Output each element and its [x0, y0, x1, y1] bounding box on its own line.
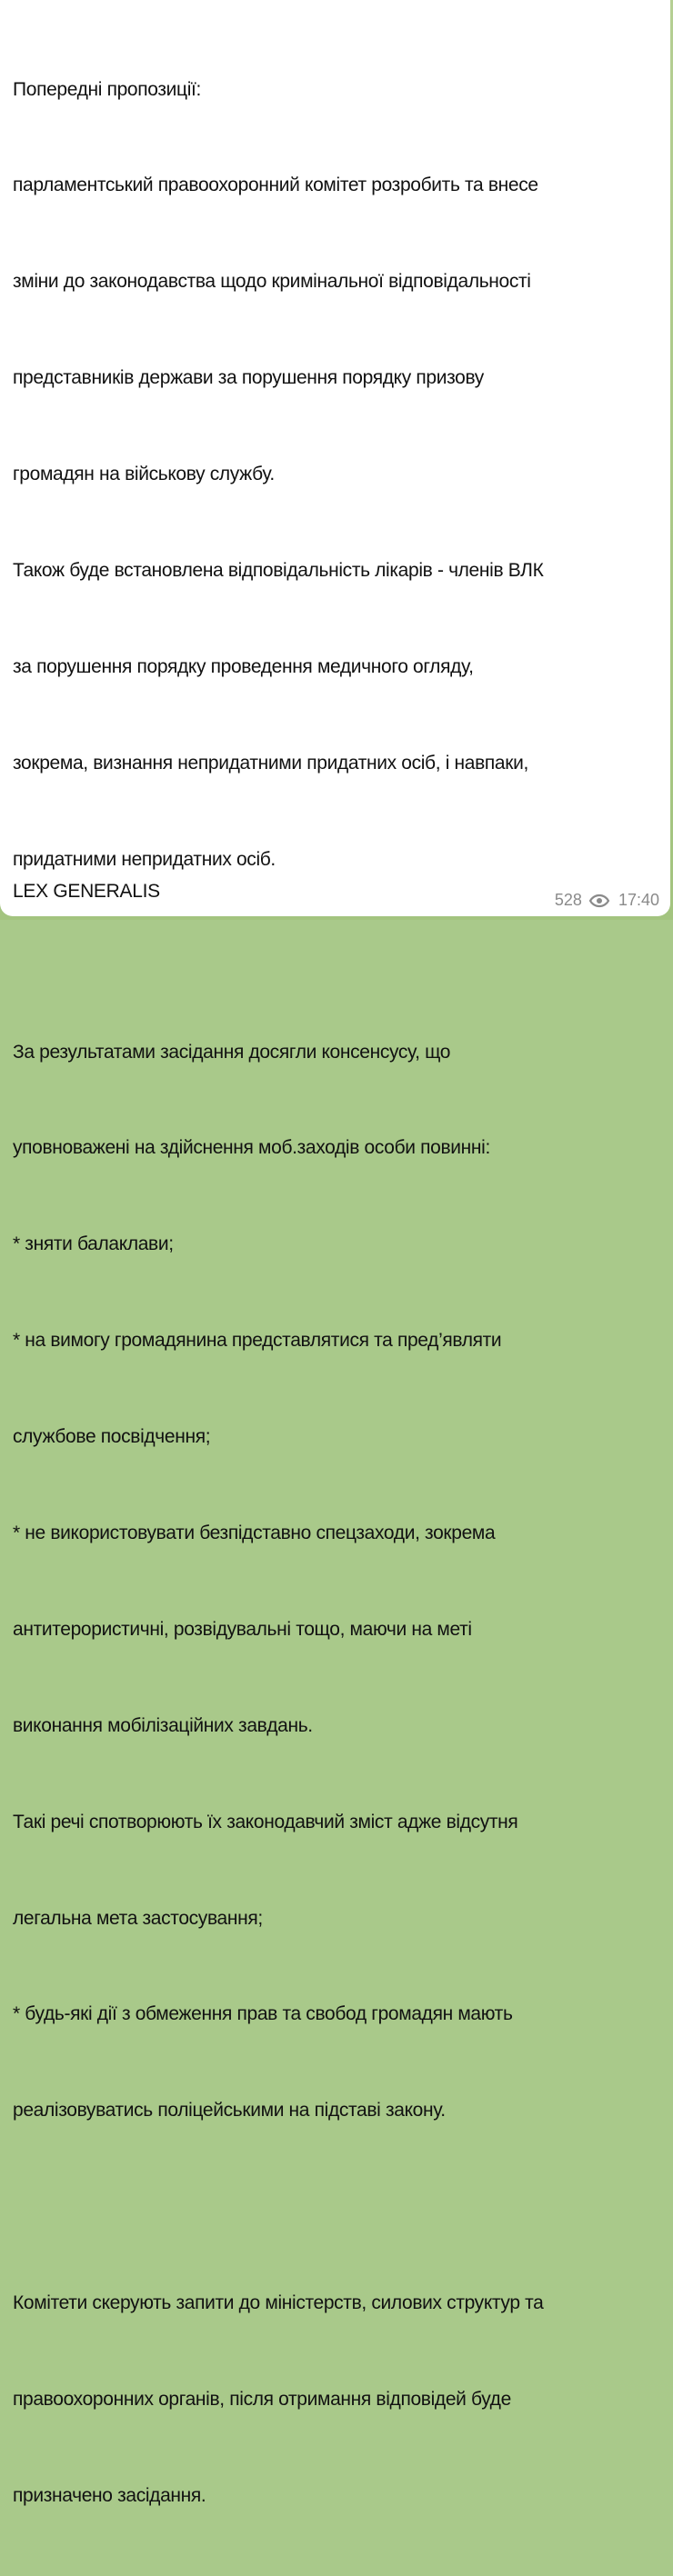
message-line: уповноважені на здійснення моб.заходів особи повинні:	[13, 1137, 490, 1159]
message-line: * зняти балаклави;	[13, 1233, 174, 1255]
message-line: громадян на військову службу.	[13, 464, 275, 485]
message-line: представників держави за порушення порядку призову	[13, 367, 484, 389]
message-line: Попередні пропозиції:	[13, 78, 201, 100]
message-line: парламентський правоохоронний комітет розробить та внесе	[13, 175, 538, 196]
message-meta	[555, 891, 659, 910]
view-count: 528	[554, 891, 582, 909]
message-text	[13, 9, 658, 2576]
message-line: придатними непридатних осіб.	[13, 848, 276, 870]
message-line: службове посвідчення;	[13, 1426, 211, 1448]
message-line: Також буде встановлена відповідальність лікарів - членів ВЛК	[13, 560, 544, 582]
message-line: зокрема, визнання непридатними придатних осіб, і навпаки,	[13, 752, 528, 774]
message-line: реалізовуватись поліцейськими на підставі закону.	[13, 2100, 446, 2122]
message-line	[13, 2191, 658, 2222]
channel-signature: LEX GENERALIS	[13, 881, 160, 902]
message-line: За результатами засідання досягли консенсусу, що	[13, 1041, 451, 1063]
message-line: правоохоронних органів, після отримання відповідей буде	[13, 2388, 511, 2410]
message-line	[13, 940, 658, 972]
message-line: легальна мета застосування;	[13, 1907, 263, 1929]
message-line: * на вимогу громадянина представлятися та пред’являти	[13, 1330, 502, 1352]
message-line: зміни до законодавства щодо кримінальної відповідальності	[13, 271, 531, 293]
message-line: Комітети скерують запити до міністерств, силових структур та	[13, 2292, 544, 2314]
message-time: 17:40	[618, 891, 659, 909]
message-line: * будь-які дії з обмеження прав та свобод громадян мають	[13, 2003, 513, 2025]
message-line: Такі речі спотворюють їх законодавчий зміст адже відсутня	[13, 1811, 518, 1832]
message-line: * не використовувати безпідставно спецзаходи, зокрема	[13, 1522, 496, 1543]
message-line: призначено засідання.	[13, 2484, 206, 2506]
message-line: виконання мобілізаційних завдань.	[13, 1714, 313, 1736]
message-line: за порушення порядку проведення медичного огляду,	[13, 655, 474, 677]
message-line: антитерористичні, розвідувальні тощо, маючи на меті	[13, 1618, 472, 1640]
eye-icon	[589, 894, 609, 908]
